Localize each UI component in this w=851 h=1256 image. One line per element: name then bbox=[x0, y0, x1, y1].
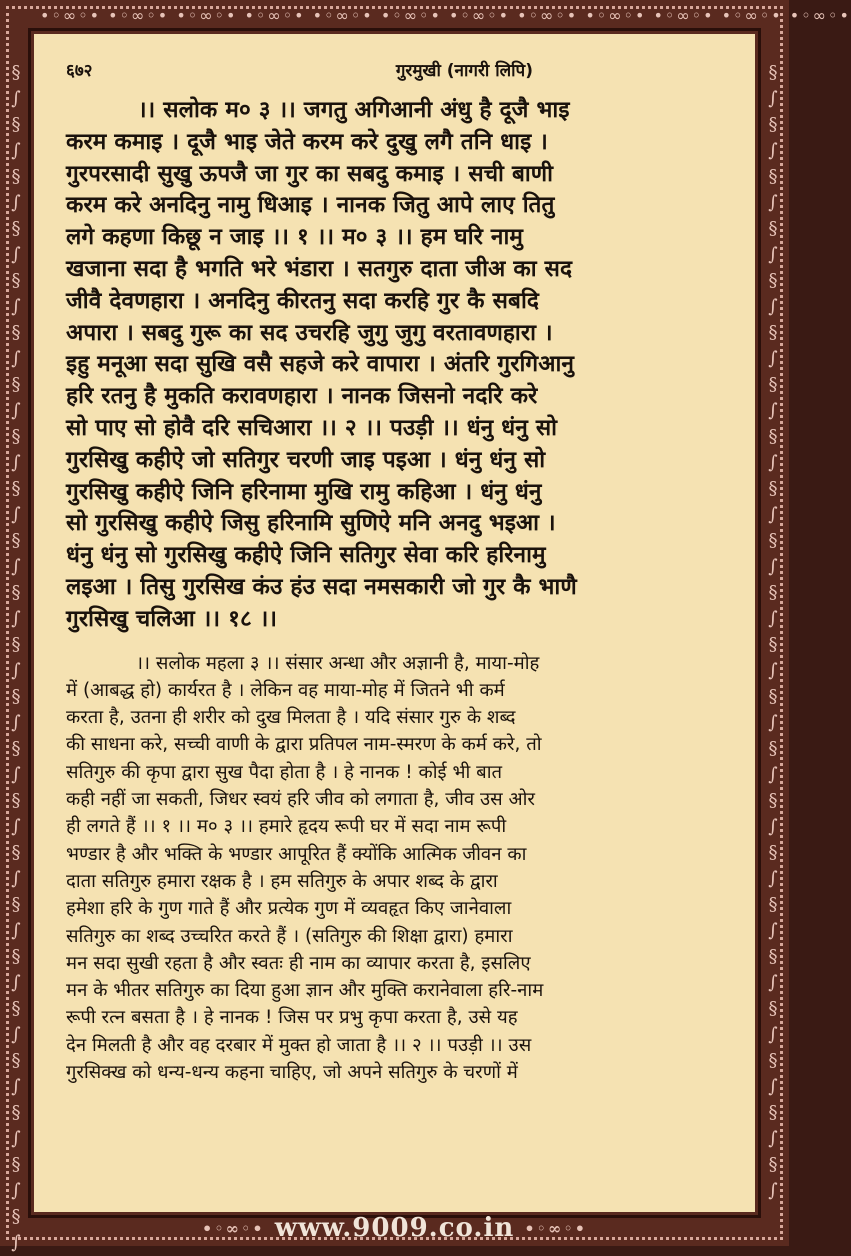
text-line: कही नहीं जा सकती, जिधर स्वयं हरि जीव को लगाता है, जीव उस ओर bbox=[66, 789, 535, 811]
text-line: मन सदा सुखी रहता है और स्वतः ही नाम का व्यापार करता है, इसलिए bbox=[66, 952, 531, 974]
text-line: सतिगुरु का शब्द उच्चरित करते हैं । (सतिगुरु की शिक्षा द्वारा) हमारा bbox=[66, 925, 513, 947]
page-content bbox=[38, 38, 751, 1208]
gurmukhi-text-block bbox=[66, 95, 723, 636]
text-line: करता है, उतना ही शरीर को दुख मिलता है । यदि संसार गुरु के शब्द bbox=[66, 707, 516, 729]
page-title: गुरमुखी (नागरी लिपि) bbox=[395, 61, 533, 81]
text-line: ही लगते हैं ।। १ ।। म० ३ ।। हमारे हृदय रूपी घर में सदा नाम रूपी bbox=[66, 816, 507, 838]
text-line: मन के भीतर सतिगुरु का दिया हुआ ज्ञान और मुक्ति करानेवाला हरि-नाम bbox=[66, 980, 544, 1002]
text-line: सो गुरसिखु कहीऐ जिसु हरिनामि सुणिऐ मनि अनदु भइआ । bbox=[66, 510, 556, 537]
right-ornament: § ∫ § ∫ § ∫ § ∫ § ∫ § ∫ § ∫ § ∫ § ∫ § ∫ § ∫ § ∫ § ∫ § ∫ § ∫ § ∫ § ∫ § ∫ § ∫ § ∫ § ∫ § ∫ bbox=[768, 62, 778, 1201]
text-line: जीवै देवणहारा । अनदिनु कीरतनु सदा करहि गुर कै सबदि bbox=[66, 287, 539, 314]
text-line: अपारा । सबदु गुरू का सद उचरहि जुगु जुगु वरतावणहारा । bbox=[66, 319, 553, 346]
hindi-translation-block bbox=[66, 650, 723, 1087]
text-line: गुरसिखु चलिआ ।। १८ ।। bbox=[66, 605, 278, 632]
text-line: देन मिलती है और वह दरबार में मुक्त हो जाता है ।। २ ।। पउड़ी ।। उस bbox=[66, 1034, 532, 1056]
text-line: ।। सलोक म० ३ ।। जगतु अगिआनी अंधु है दूजै भाइ bbox=[138, 97, 570, 123]
text-line: इहु मनूआ सदा सुखि वसै सहजे करे वापारा । अंतरि गुरगिआनु bbox=[66, 351, 575, 378]
text-line: हमेशा हरि के गुण गाते हैं और प्रत्येक गुण में व्यवहृत किए जानेवाला bbox=[66, 898, 512, 920]
text-line: रूपी रत्न बसता है । हे नानक ! जिस पर प्रभु कृपा करता है, उसे यह bbox=[66, 1007, 518, 1029]
text-line: में (आबद्ध हो) कार्यरत है । लेकिन वह माया-मोह में जितने भी कर्म bbox=[66, 679, 505, 701]
website-link[interactable]: www.9009.co.in bbox=[274, 1213, 515, 1243]
left-ornament: § ∫ § ∫ § ∫ § ∫ § ∫ § ∫ § ∫ § ∫ § ∫ § ∫ § ∫ § ∫ § ∫ § ∫ § ∫ § ∫ § ∫ § ∫ § ∫ § ∫ § ∫ § ∫ § ∫ bbox=[11, 62, 21, 1253]
text-line: सो पाए सो होवै दरि सचिआरा ।। २ ।। पउड़ी ।। धंनु धंनु सो bbox=[66, 414, 558, 441]
text-line: खजाना सदा है भगति भरे भंडारा । सतगुरु दाता जीअ का सद bbox=[66, 255, 573, 282]
footer-ornament-left: •◦∞◦• bbox=[202, 1219, 265, 1238]
text-line: की साधना करे, सच्ची वाणी के द्वारा प्रतिपल नाम-स्मरण के कर्म करे, तो bbox=[66, 734, 542, 756]
text-line: गुरसिखु कहीऐ जिनि हरिनामा मुखि रामु कहिआ । धंनु धंनु bbox=[66, 478, 542, 505]
text-line: लइआ । तिसु गुरसिख कंउ हंउ सदा नमसकारी जो गुर कै भाणै bbox=[66, 573, 577, 600]
text-line: हरि रतनु है मुकति करावणहारा । नानक जिसनो नदरि करे bbox=[66, 383, 538, 410]
text-line: धंनु धंनु सो गुरसिखु कहीऐ जिनि सतिगुर सेवा करि हरिनामु bbox=[66, 542, 546, 569]
text-line: भण्डार है और भक्ति के भण्डार आपूरित हैं क्योंकि आत्मिक जीवन का bbox=[66, 843, 527, 865]
text-line: सतिगुरु की कृपा द्वारा सुख पैदा होता है । हे नानक ! कोई भी बात bbox=[66, 761, 503, 783]
text-line: लगे कहणा किछू न जाइ ।। १ ।। म० ३ ।। हम घरि नामु bbox=[66, 224, 524, 251]
text-line: गुरसिक्ख को धन्य-धन्य कहना चाहिए, जो अपने सतिगुरु के चरणों में bbox=[66, 1062, 518, 1083]
text-line: गुरपरसादी सुखु ऊपजै जा गुर का सबदु कमाइ । सची बाणी bbox=[66, 160, 554, 187]
text-line: ।। सलोक महला ३ ।। संसार अन्धा और अज्ञानी है, माया-मोह bbox=[136, 652, 540, 674]
text-line: करम करे अनदिनु नामु धिआइ । नानक जितु आपे लाए तितु bbox=[66, 192, 555, 219]
text-line: गुरसिखु कहीऐ जो सतिगुर चरणी जाइ पइआ । धंनु धंनु सो bbox=[66, 446, 546, 473]
footer bbox=[0, 1210, 789, 1246]
footer-ornament-right: •◦∞◦• bbox=[524, 1219, 587, 1238]
top-ornament: •◦∞◦• •◦∞◦• •◦∞◦• •◦∞◦• •◦∞◦• •◦∞◦• •◦∞◦• •◦∞◦• •◦∞◦• •◦∞◦• •◦∞◦• •◦∞◦• bbox=[40, 6, 851, 25]
text-line: करम कमाइ । दूजै भाइ जेते करम करे दुखु लगै तनि धाइ । bbox=[66, 128, 548, 155]
page-number: ६७२ bbox=[66, 61, 93, 81]
text-line: दाता सतिगुरु हमारा रक्षक है । हम सतिगुरु के अपार शब्द के द्वारा bbox=[66, 870, 498, 892]
page-header bbox=[66, 58, 723, 81]
